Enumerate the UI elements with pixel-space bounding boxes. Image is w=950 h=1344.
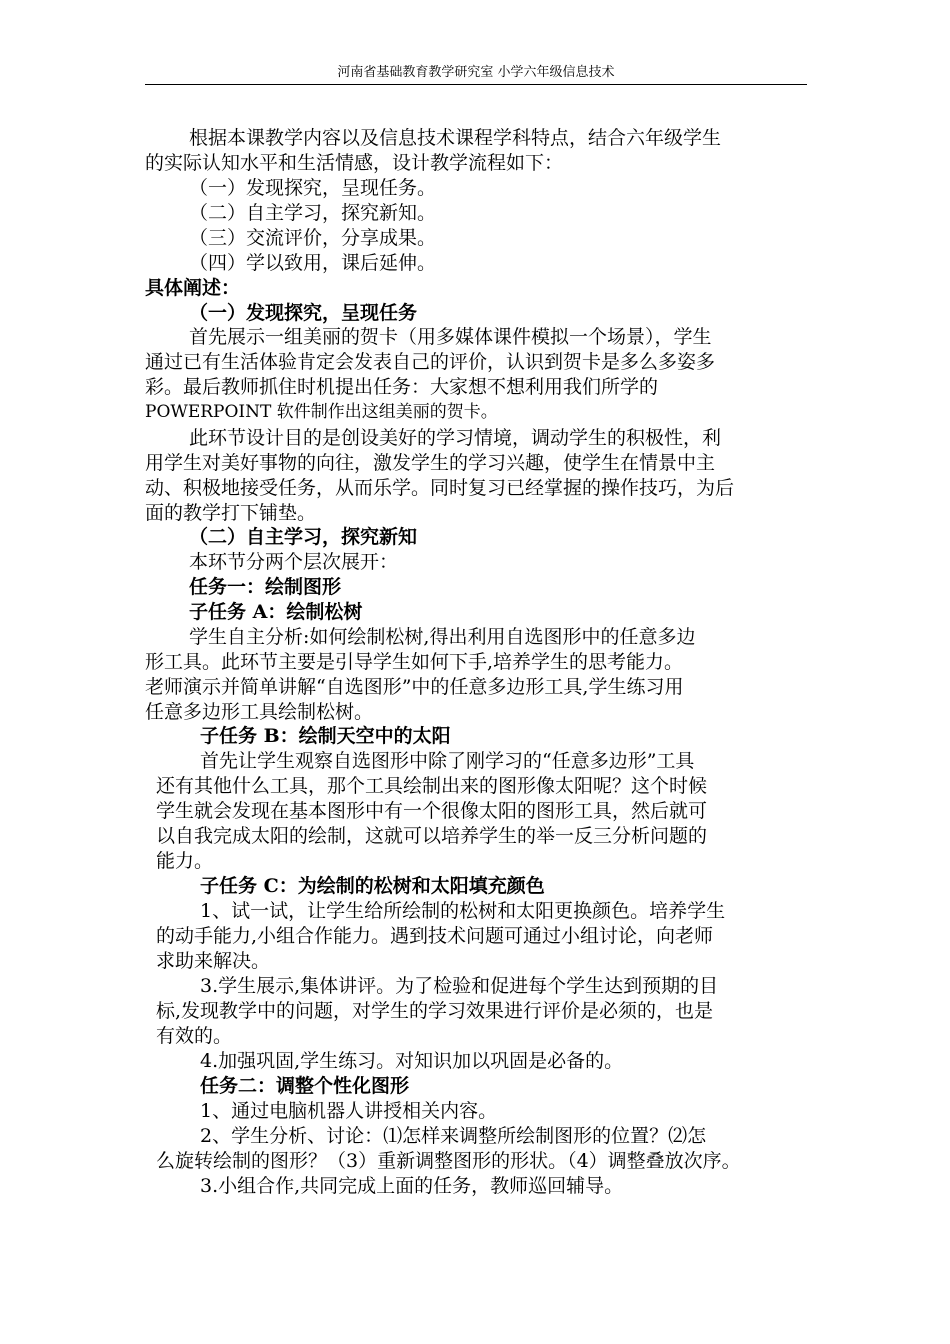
subtask-heading: 子任务 A：绘制松树 [189, 601, 363, 623]
text-line: （四）学以致用，课后延伸。 [189, 252, 437, 274]
text-line: 以自我完成太阳的绘制，这就可以培养学生的举一反三分析问题的 [156, 825, 708, 847]
section-heading: 具体阐述： [145, 277, 241, 299]
text-line: 的实际认知水平和生活情感，设计教学流程如下： [145, 152, 564, 174]
task-heading: 任务二：调整个性化图形 [200, 1075, 410, 1097]
text-line: 首先让学生观察自选图形中除了刚学习的“任意多边形”工具 [200, 750, 695, 772]
text-line: 标,发现教学中的问题，对学生的学习效果进行评价是必须的，也是 [156, 1000, 714, 1022]
text-line: 彩。最后教师抓住时机提出任务：大家想不想利用我们所学的 [145, 376, 659, 398]
text-line: 面的教学打下铺垫。 [145, 502, 317, 524]
text-line: 的动手能力,小组合作能力。遇到技术问题可通过小组讨论，向老师 [156, 925, 714, 947]
header-divider [145, 84, 807, 85]
text-line: 1、试一试，让学生给所绘制的松树和太阳更换颜色。培养学生 [200, 900, 726, 922]
task-heading: 任务一：绘制图形 [189, 576, 342, 598]
text-line: 此环节设计目的是创设美好的学习情境，调动学生的积极性，利 [189, 427, 722, 449]
subtask-heading: 子任务 B：绘制天空中的太阳 [200, 725, 451, 747]
text-line: 任意多边形工具绘制松树。 [145, 701, 374, 723]
text-line: （二）自主学习，探究新知。 [189, 202, 437, 224]
text-line: 本环节分两个层次展开： [189, 551, 399, 573]
text-line: 求助来解决。 [156, 950, 271, 972]
text-line: 通过已有生活体验肯定会发表自己的评价，认识到贺卡是多么多姿多 [145, 351, 716, 373]
subtask-heading: 子任务 C：为绘制的松树和太阳填充颜色 [200, 875, 545, 897]
text-line: POWERPOINT 软件制作出这组美丽的贺卡。 [145, 402, 498, 422]
text-line: 用学生对美好事物的向往，激发学生的学习兴趣，使学生在情景中主 [145, 452, 716, 474]
text-line: （三）交流评价，分享成果。 [189, 227, 437, 249]
text-line: 学生自主分析:如何绘制松树,得出利用自选图形中的任意多边 [189, 626, 696, 648]
text-line: 有效的。 [156, 1025, 233, 1047]
section-heading: （一）发现探究，呈现任务 [189, 302, 418, 324]
text-line: 么旋转绘制的图形？（3）重新调整图形的形状。（4）调整叠放次序。 [156, 1150, 741, 1172]
page-header: 河南省基础教育教学研究室 小学六年级信息技术 [337, 65, 615, 80]
text-line: 学生就会发现在基本图形中有一个很像太阳的图形工具，然后就可 [156, 800, 708, 822]
text-line: 还有其他什么工具，那个工具绘制出来的图形像太阳呢？这个时候 [156, 775, 708, 797]
text-line: 老师演示并简单讲解“自选图形”中的任意多边形工具,学生练习用 [145, 676, 684, 698]
text-line: 形工具。此环节主要是引导学生如何下手,培养学生的思考能力。 [145, 651, 684, 673]
text-line: 4.加强巩固,学生练习。对知识加以巩固是必备的。 [200, 1050, 624, 1072]
text-line: 根据本课教学内容以及信息技术课程学科特点，结合六年级学生 [189, 127, 722, 149]
text-line: （一）发现探究，呈现任务。 [189, 177, 437, 199]
text-line: 1、通过电脑机器人讲授相关内容。 [200, 1100, 498, 1122]
text-line: 2、学生分析、讨论：⑴怎样来调整所绘制图形的位置？⑵怎 [200, 1125, 707, 1147]
text-line: 3.学生展示,集体讲评。为了检验和促进每个学生达到预期的目 [200, 975, 719, 997]
section-heading: （二）自主学习，探究新知 [189, 526, 418, 548]
text-line: 首先展示一组美丽的贺卡（用多媒体课件模拟一个场景），学生 [189, 326, 712, 348]
text-line: 3.小组合作,共同完成上面的任务，教师巡回辅导。 [200, 1175, 624, 1197]
text-line: 能力。 [156, 850, 214, 872]
text-line: 动、积极地接受任务，从而乐学。同时复习已经掌握的操作技巧，为后 [145, 477, 735, 499]
